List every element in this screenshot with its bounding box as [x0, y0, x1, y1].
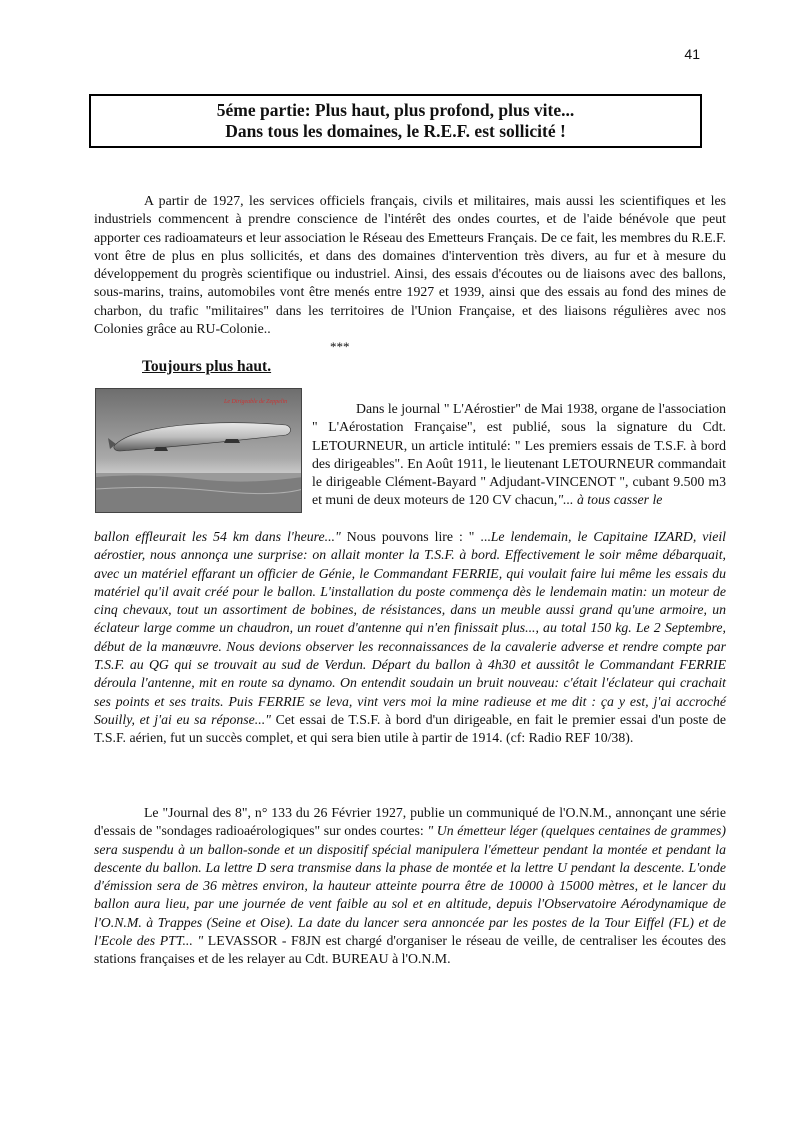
airship-photo	[95, 388, 302, 513]
airship-illustration	[96, 389, 302, 513]
section-title-line-1: 5éme partie: Plus haut, plus profond, plus vite...	[216, 100, 575, 120]
section-heading: Toujours plus haut.	[142, 358, 272, 375]
airship-paragraph-tail: Cet essai de T.S.F. à bord d'un dirigeable, en fait le premier essai d'un poste de T.S.F. aérien, fut un succès complet, et qui sera bien utile à partir de 1914. (cf: Radio REF 10/38).	[94, 711, 726, 746]
separator: ***	[330, 339, 350, 354]
radiosonde-paragraph	[94, 804, 726, 969]
airship-paragraph-mid: Nous pouvons lire : " ...	[340, 529, 491, 544]
airship-paragraph-wrapped	[312, 400, 726, 510]
quote-start: "... à tous casser le	[557, 492, 663, 508]
ferrie-quote: Le lendemain, le Capitaine IZARD, vieil aérostier, nous annonça une surprise: on allait monter la T.S.F. à bord. Effectivement le soir même débarquait, avec un matériel effarant un officier de Génie, le Commandant FERRIE, qui voulait faire lui même les essais du matériel qu'il avait créé pour le ballon. L'installation du poste commença dès le lendemain matin: un moteur de cinq chevaux, tout un assortiment de bobines, de résistances, dans un meuble aussi grand qu'une armoire, un éclateur large comme un chaudron, un rouet d'antenne qui n'en finissait plus..., au total 150 kg. Le 2 Septembre, début de la manœuvre. Nous devions observer les reconnaissances de la cavalerie adverse et rendre compte par T.S.F. au QG qui se trouvait au sud de Verdun. Départ du ballon à 4h30 et aussitôt le Commandant FERRIE déroula l'antenne, mit en route sa dynamo. On entendit soudain un bruit nouveau: c'était l'éclateur qui crachait ses points et ses traits. Puis FERRIE se leva, vint vers moi la mine radieuse et me dit : ça y est, j'ai accroché Souilly, et j'ai eu sa réponse..."	[94, 529, 726, 727]
radiosonde-paragraph-tail: LEVASSOR - F8JN est chargé d'organiser le réseau de veille, de centraliser les écoutes des stations françaises et de les relayer au Cdt. BUREAU à l'O.N.M.	[94, 933, 726, 967]
photo-caption: Le Dirigeable de Zeppelin	[224, 399, 288, 405]
section-title-line-2: Dans tous les domaines, le R.E.F. est sollicité !	[225, 121, 566, 141]
page-number: 41	[684, 46, 700, 62]
airship-paragraph-continued	[94, 528, 726, 748]
intro-paragraph: A partir de 1927, les services officiels français, civils et militaires, mais aussi les scientifiques et les industriels commencent à prendre conscience de l'intérêt des ondes courtes, et de l'aide bénévole que peut apporter ces radioamateurs et leur association le Réseau des Emetteurs Français. De ce fait, les membres du R.E.F. vont être de plus en plus sollicités, et dans des domaines d'intervention très divers, au fur et à mesure du développement du progrès scientifique ou industriel. Ainsi, des essais d'écoutes ou de liaisons avec des ballons, sous-marins, trains, automobiles vont être menés entre 1927 et 1939, ainsi que des essais au fond des mines de charbon, du trafic "militaires" dans les territoires de l'Union Française, et des liaisons régulières avec nos Colonies grâce au RU-Colonie..	[94, 193, 726, 337]
onm-quote: " Un émetteur léger (quelques centaines de grammes) sera suspendu à un ballon-sonde et un dispositif spécial manipulera l'émetteur pendant la montée et pendant la descente du ballon. La lettre D sera transmise dans la phase de montée et la lettre U pendant la descente. L'onde d'émission sera de 36 mètres environ, la hauteur atteinte pourra être de 10000 à 15000 mètres, et le lancer du ballon aura lieu, par une journée de vent faible au sol et en altitude, depuis l'Observatoire Aérodynamique de l'O.N.M. à Trappes (Seine et Oise). La date du lancer sera annoncée par les postes de la Tour Eiffel (FL) et de l'Ecole des PTT... "	[94, 823, 726, 949]
radiosonde-paragraph-lead: Le "Journal des 8", n° 133 du 26 Février 1927, publie un communiqué de l'O.N.M., annonçant une série d'essais de "sondages radioaérologiques" sur ondes courtes:	[94, 805, 726, 839]
section-title-box	[89, 94, 702, 148]
quote-end: ballon effleurait les 54 km dans l'heure..."	[94, 529, 341, 544]
airship-paragraph-lead: Dans le journal " L'Aérostier" de Mai 1938, organe de l'association " L'Aérostation Française", est publié, sous la signature du Cdt. LETOURNEUR, un article intitulé: " Les premiers essais de T.S.F. à bord des dirigeables". En Août 1911, le lieutenant LETOURNEUR commandait le dirigeable Clément-Bayard " Adjudant-VINCENOT ", cubant 9.500 m3 et muni de deux moteurs de 120 CV chacun,	[312, 401, 726, 508]
